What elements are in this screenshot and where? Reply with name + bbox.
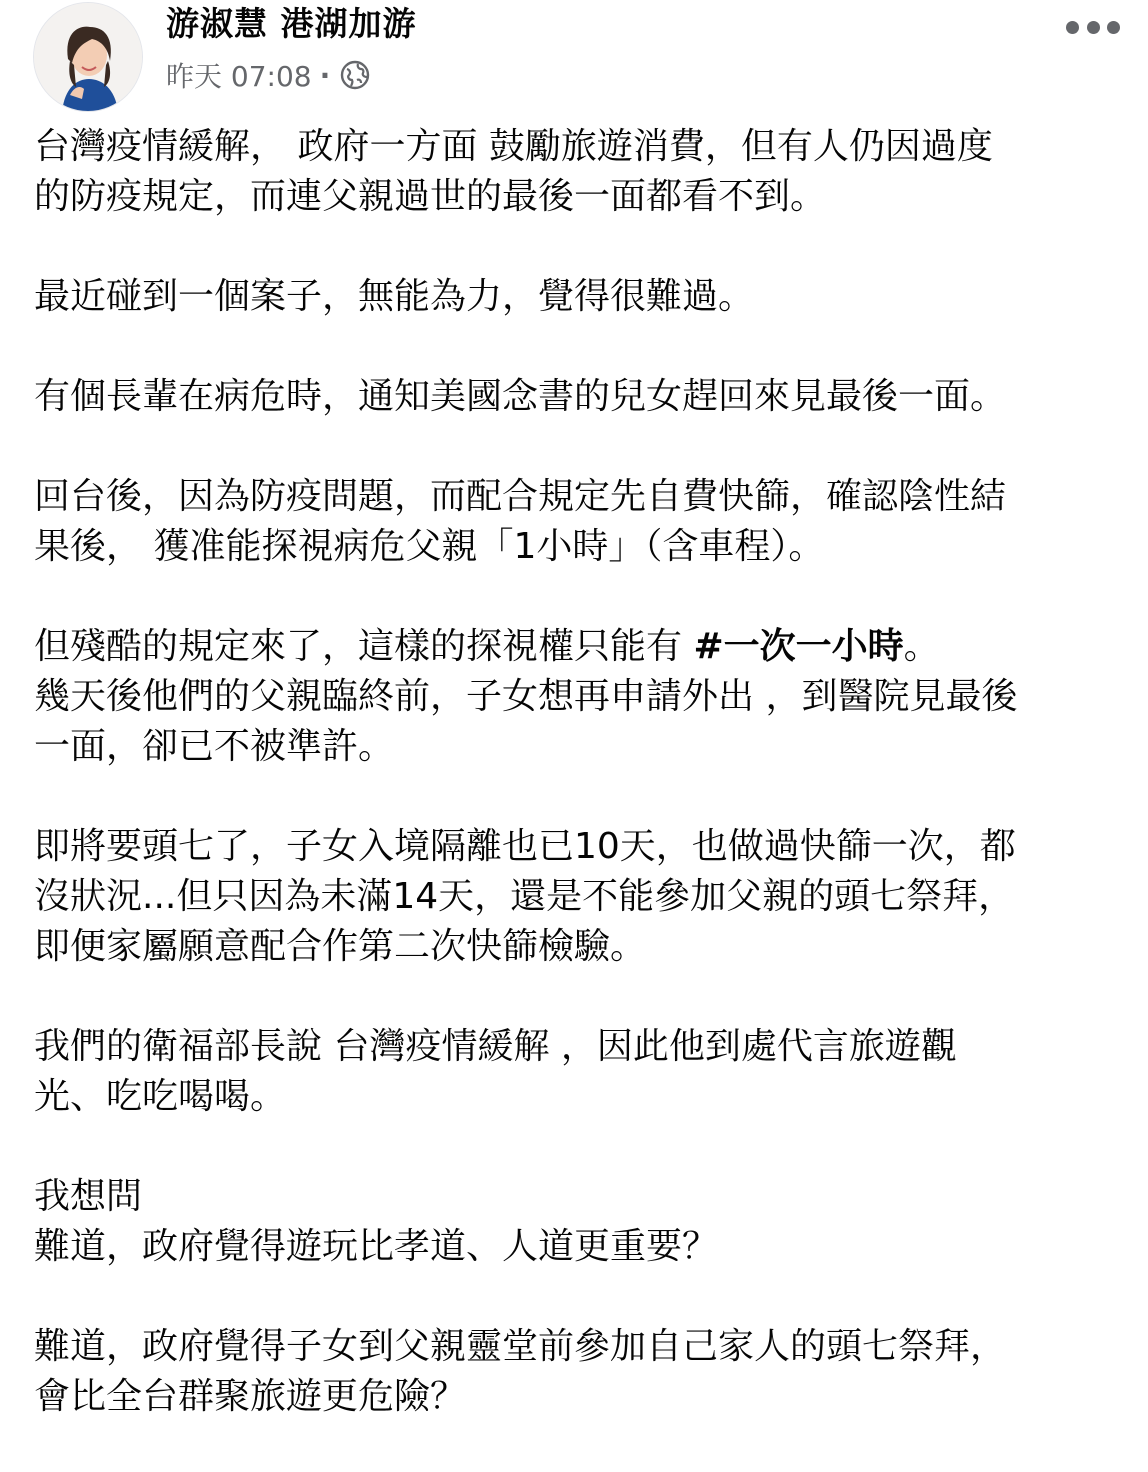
post-paragraph	[34, 1172, 1124, 1272]
post-paragraph	[34, 622, 1124, 772]
more-horizontal-icon	[1066, 21, 1079, 34]
post-header	[0, 0, 1148, 112]
avatar[interactable]	[33, 2, 143, 112]
post-timestamp[interactable]: 昨天 07:08	[166, 60, 312, 93]
more-horizontal-icon	[1087, 21, 1100, 34]
post-text-line: 的防疫規定，而連父親過世的最後一面都看不到。	[34, 176, 827, 217]
post-paragraph	[34, 272, 1124, 322]
meta-separator: ·	[319, 58, 331, 92]
post-text-segment: 。	[903, 626, 940, 667]
post-text-line: 有個長輩在病危時，通知美國念書的兒女趕回來見最後一面。	[34, 376, 1007, 417]
post-text-line: 最近碰到一個案子，無能為力，覺得很難過。	[34, 276, 755, 317]
globe-icon	[340, 60, 370, 90]
post-text-line: 沒狀況...但只因為未滿14天，還是不能參加父親的頭七祭拜，	[34, 876, 1015, 917]
hashtag-link[interactable]: #一次一小時	[693, 626, 904, 667]
post-paragraph	[34, 122, 1124, 222]
post-text-line: 會比全台群聚旅遊更危險？	[34, 1376, 467, 1417]
post-paragraph	[34, 472, 1124, 572]
post-text-line	[34, 622, 1124, 672]
post-text-line: 難道，政府覺得遊玩比孝道、人道更重要？	[34, 1226, 719, 1267]
author-name[interactable]: 游淑慧 港湖加游	[166, 4, 417, 43]
more-horizontal-icon	[1107, 21, 1120, 34]
post-text-line: 回台後，因為防疫問題，而配合規定先自費快篩，確認陰性結	[34, 476, 1007, 517]
post-text-segment: 但殘酷的規定來了，這樣的探視權只能有	[34, 626, 694, 667]
post-paragraph	[34, 822, 1124, 972]
post-text-line: 難道，政府覺得子女到父親靈堂前參加自己家人的頭七祭拜，	[34, 1326, 1007, 1367]
post-text-line: 即便家屬願意配合作第二次快篩檢驗。	[34, 926, 647, 967]
post-text-line: 台灣疫情緩解， 政府一方面 鼓勵旅遊消費，但有人仍因過度	[34, 126, 993, 167]
post-paragraph	[34, 372, 1124, 422]
post-paragraph	[34, 1022, 1124, 1122]
profile-photo	[34, 3, 143, 112]
post-text-line: 即將要頭七了，子女入境隔離也已10天，也做過快篩一次，都	[34, 826, 1016, 867]
post-meta	[166, 56, 370, 94]
post-paragraph	[34, 1322, 1124, 1422]
post-text-line: 我想問	[34, 1176, 143, 1217]
post-text-line: 光、吃吃喝喝。	[34, 1076, 287, 1117]
post-text-line: 果後， 獲准能探視病危父親「1小時」（含車程）。	[34, 526, 825, 567]
post-text-line: 我們的衛福部長說 台灣疫情緩解 ，因此他到處代言旅遊觀	[34, 1026, 957, 1067]
post-body	[34, 122, 1124, 1472]
post-text-line: 一面，卻已不被準許。	[34, 726, 395, 767]
more-options-button[interactable]	[1066, 12, 1120, 42]
post-text-line: 幾天後他們的父親臨終前，子女想再申請外出 ，到醫院見最後	[34, 676, 1018, 717]
